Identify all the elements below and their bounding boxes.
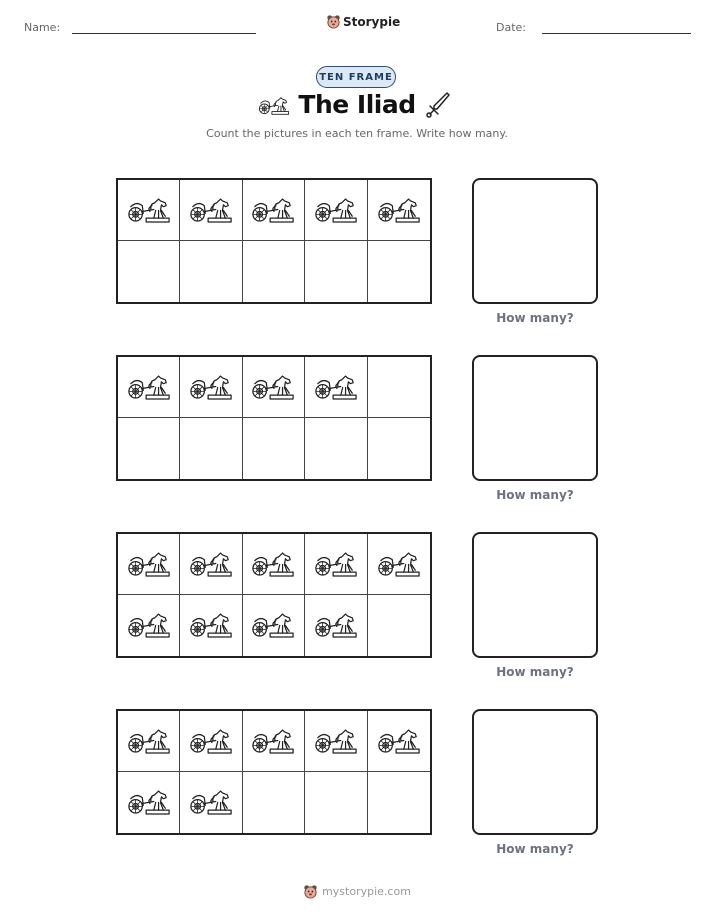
frame-cell bbox=[243, 241, 305, 302]
frame-cell bbox=[243, 772, 305, 833]
how-many-label-3: How many? bbox=[496, 665, 574, 679]
chariot-icon bbox=[251, 551, 295, 578]
answer-box-1[interactable] bbox=[472, 178, 598, 304]
bear-logo-icon bbox=[303, 884, 318, 899]
frame-cell bbox=[368, 772, 430, 833]
frame-cell bbox=[180, 241, 242, 302]
frame-cell bbox=[118, 357, 180, 418]
ten-frame-4 bbox=[116, 709, 432, 835]
chariot-icon bbox=[377, 551, 421, 578]
page-title: The Iliad bbox=[298, 90, 416, 119]
chariot-icon bbox=[314, 374, 358, 401]
instructions: Count the pictures in each ten frame. Write how many. bbox=[206, 127, 508, 140]
frame-cell bbox=[118, 772, 180, 833]
frame-cell bbox=[368, 180, 430, 241]
chariot-icon bbox=[127, 789, 171, 816]
brand-name: Storypie bbox=[343, 14, 401, 29]
frame-cell bbox=[305, 180, 367, 241]
chariot-icon bbox=[127, 197, 171, 224]
chariot-icon bbox=[189, 374, 233, 401]
frame-cell bbox=[305, 772, 367, 833]
frame-cell bbox=[180, 534, 242, 595]
frame-cell bbox=[118, 595, 180, 656]
how-many-label-4: How many? bbox=[496, 842, 574, 856]
date-label: Date: bbox=[496, 21, 526, 34]
chariot-icon bbox=[258, 96, 290, 116]
bear-logo-icon bbox=[326, 14, 341, 29]
chariot-icon bbox=[189, 197, 233, 224]
chariot-icon bbox=[314, 728, 358, 755]
frame-cell bbox=[243, 418, 305, 479]
name-label: Name: bbox=[24, 21, 61, 34]
frame-cell bbox=[180, 772, 242, 833]
chariot-icon bbox=[377, 197, 421, 224]
frame-cell bbox=[368, 357, 430, 418]
chariot-icon bbox=[251, 612, 295, 639]
chariot-icon bbox=[189, 612, 233, 639]
frame-cell bbox=[305, 357, 367, 418]
frame-cell bbox=[180, 595, 242, 656]
frame-cell bbox=[305, 534, 367, 595]
frame-cell bbox=[305, 418, 367, 479]
chariot-icon bbox=[314, 551, 358, 578]
frame-cell bbox=[243, 180, 305, 241]
answer-box-4[interactable] bbox=[472, 709, 598, 835]
ten-frame-badge: TEN FRAME bbox=[316, 66, 396, 88]
chariot-icon bbox=[189, 551, 233, 578]
chariot-icon bbox=[127, 551, 171, 578]
ten-frame-3 bbox=[116, 532, 432, 658]
frame-cell bbox=[180, 180, 242, 241]
footer bbox=[0, 884, 714, 899]
frame-cell bbox=[180, 418, 242, 479]
frame-cell bbox=[305, 711, 367, 772]
frame-cell bbox=[305, 595, 367, 656]
frame-cell bbox=[118, 418, 180, 479]
chariot-icon bbox=[314, 197, 358, 224]
sword-icon bbox=[426, 90, 452, 122]
frame-cell bbox=[180, 711, 242, 772]
chariot-icon bbox=[314, 612, 358, 639]
frame-cell bbox=[243, 534, 305, 595]
footer-url[interactable]: mystorypie.com bbox=[322, 885, 411, 898]
ten-frame-2 bbox=[116, 355, 432, 481]
answer-box-2[interactable] bbox=[472, 355, 598, 481]
frame-cell bbox=[118, 534, 180, 595]
how-many-label-1: How many? bbox=[496, 311, 574, 325]
frame-cell bbox=[243, 711, 305, 772]
frame-cell bbox=[118, 180, 180, 241]
brand-logo bbox=[326, 14, 400, 29]
answer-box-3[interactable] bbox=[472, 532, 598, 658]
name-line[interactable] bbox=[72, 33, 256, 34]
chariot-icon bbox=[127, 612, 171, 639]
chariot-icon bbox=[251, 197, 295, 224]
frame-cell bbox=[180, 357, 242, 418]
frame-cell bbox=[305, 241, 367, 302]
chariot-icon bbox=[251, 728, 295, 755]
frame-cell bbox=[368, 711, 430, 772]
frame-cell bbox=[118, 241, 180, 302]
chariot-icon bbox=[127, 728, 171, 755]
frame-cell bbox=[368, 241, 430, 302]
frame-cell bbox=[368, 534, 430, 595]
frame-cell bbox=[368, 418, 430, 479]
chariot-icon bbox=[127, 374, 171, 401]
chariot-icon bbox=[377, 728, 421, 755]
chariot-icon bbox=[189, 728, 233, 755]
how-many-label-2: How many? bbox=[496, 488, 574, 502]
frame-cell bbox=[243, 357, 305, 418]
date-line[interactable] bbox=[542, 33, 691, 34]
title-row bbox=[0, 90, 714, 126]
ten-frame-1 bbox=[116, 178, 432, 304]
frame-cell bbox=[118, 711, 180, 772]
chariot-icon bbox=[189, 789, 233, 816]
frame-cell bbox=[368, 595, 430, 656]
frame-cell bbox=[243, 595, 305, 656]
chariot-icon bbox=[251, 374, 295, 401]
